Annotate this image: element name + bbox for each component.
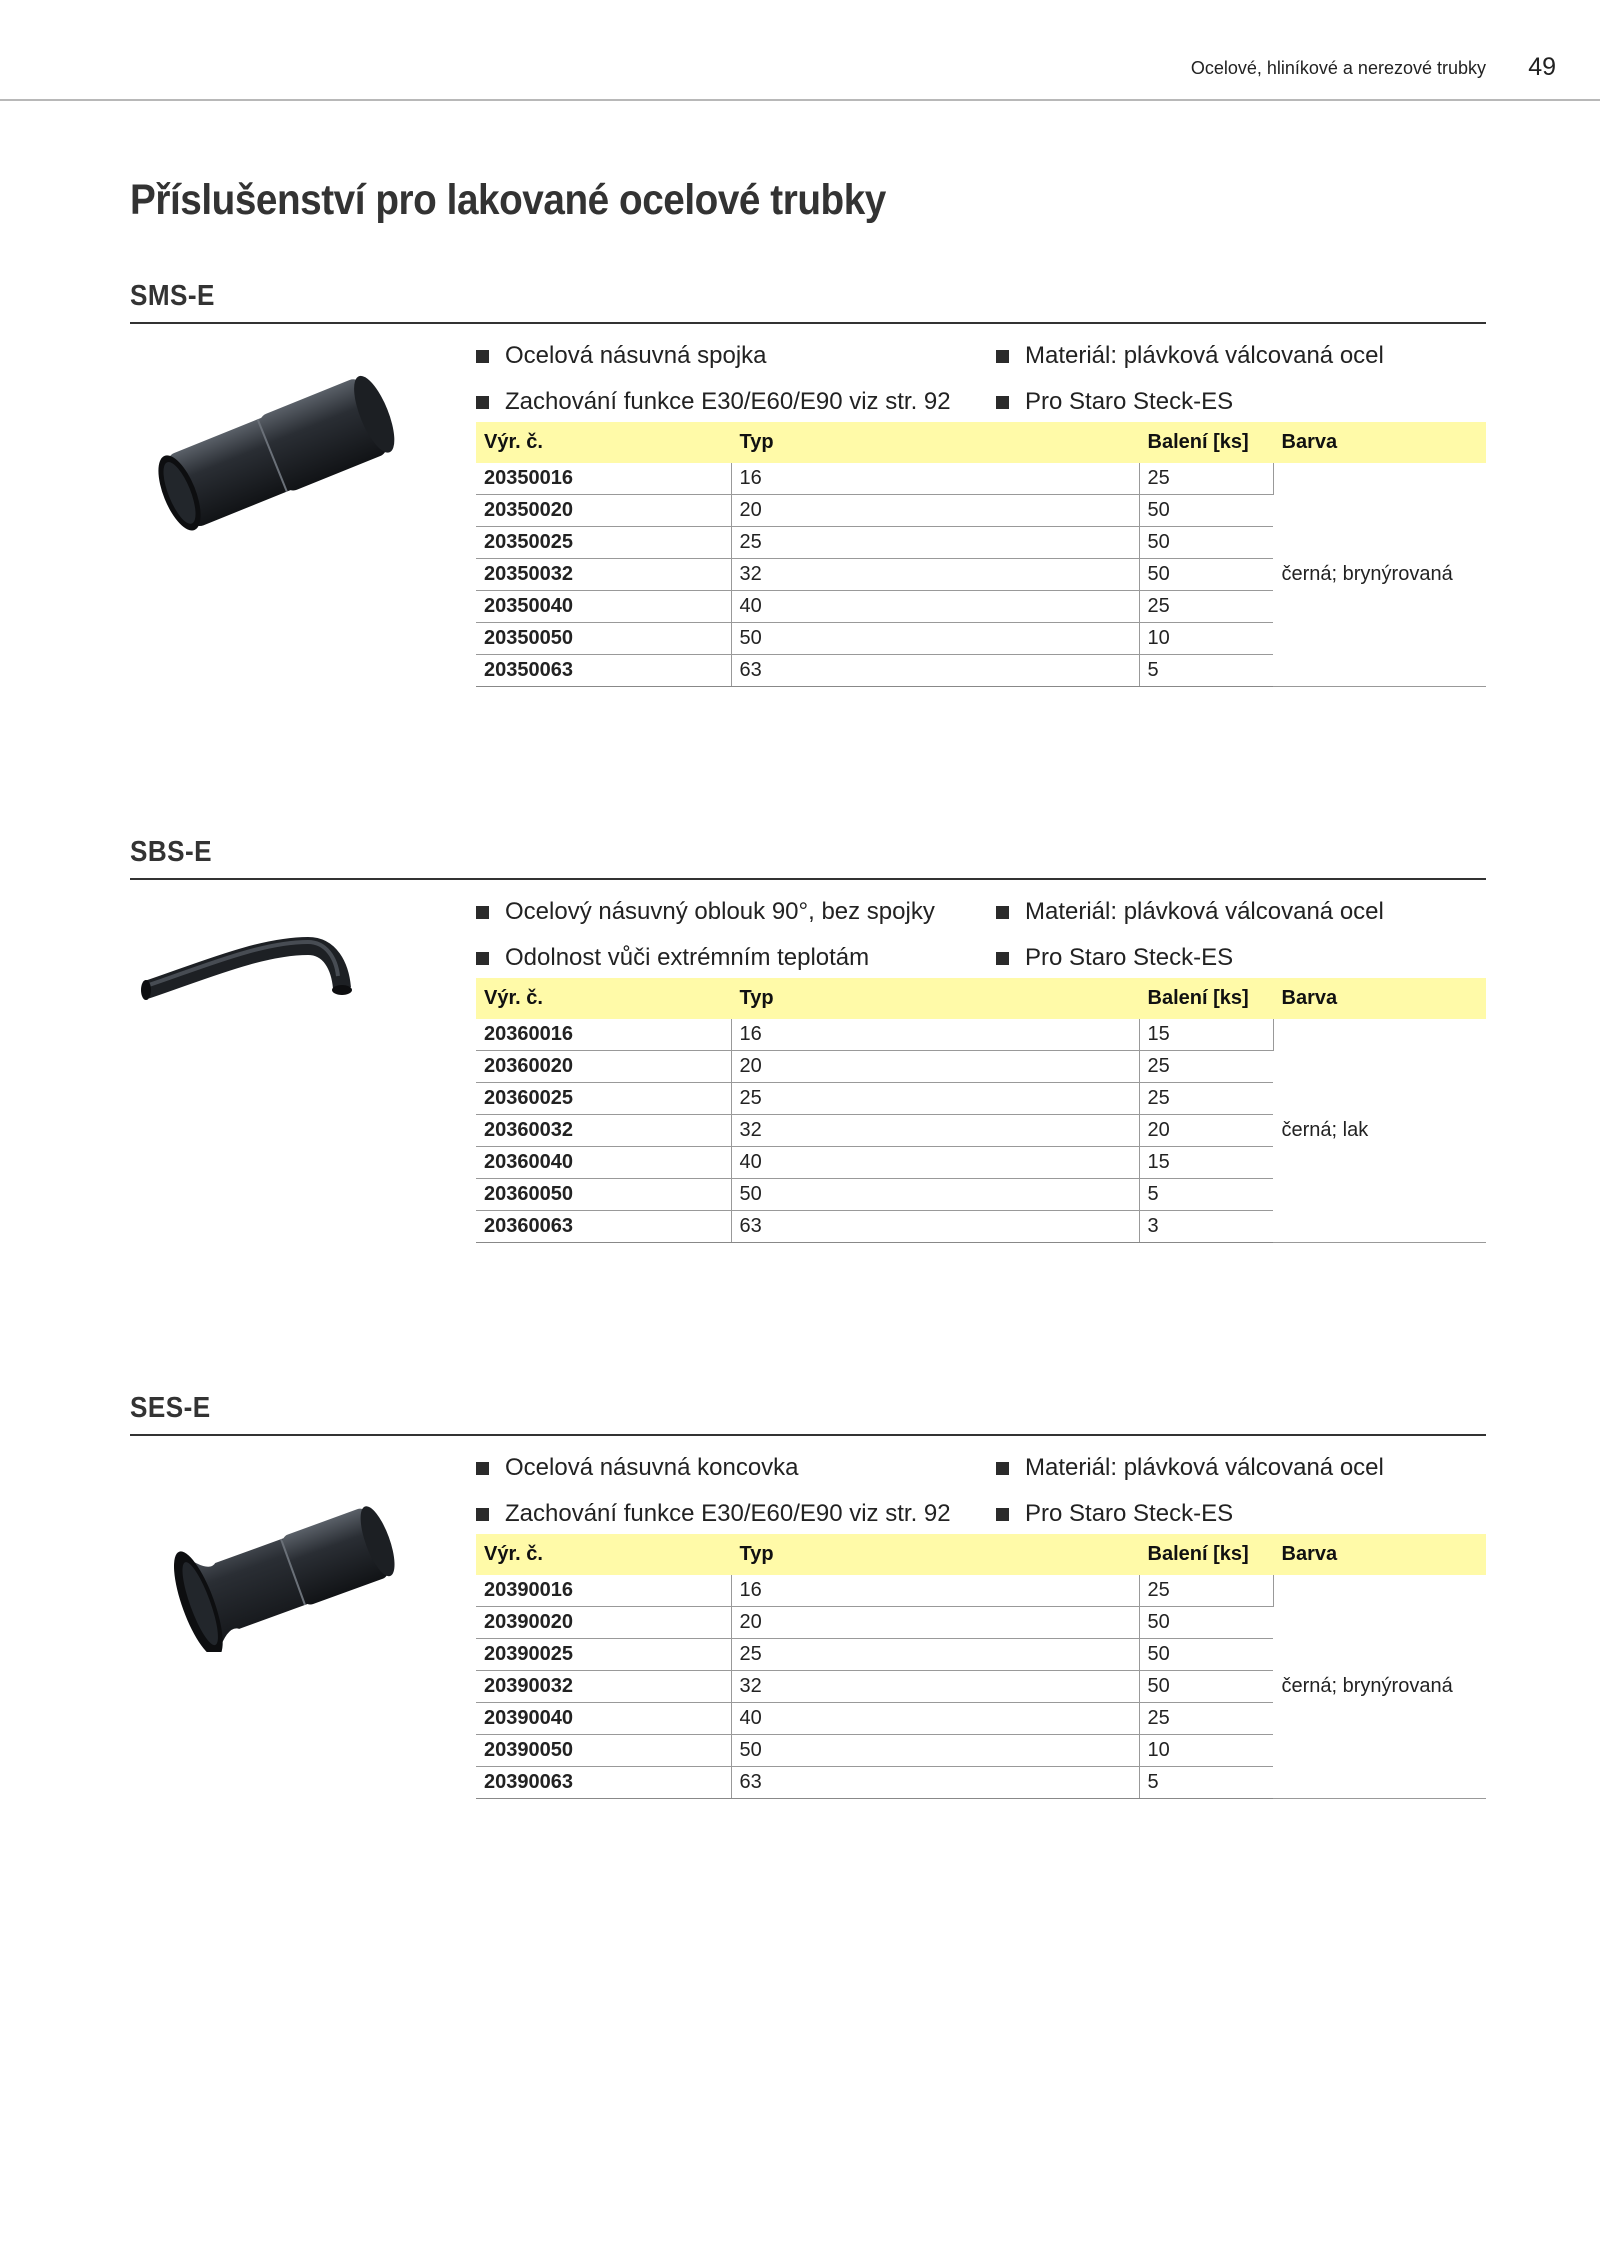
section-sms-e [130,280,1486,681]
cell-pack: 25 [1139,1575,1273,1607]
cell-type: 50 [731,1179,1139,1211]
feature-item: Zachování funkce E30/E60/E90 viz str. 92 [476,388,951,416]
cell-pack: 5 [1139,655,1273,687]
cell-pack: 50 [1139,1639,1273,1671]
bullet-icon [476,396,489,409]
cell-type: 50 [731,1735,1139,1767]
bullet-icon [996,1508,1009,1521]
cell-pack: 15 [1139,1019,1273,1051]
cell-code: 20360025 [476,1083,731,1115]
feature-item: Ocelová násuvná koncovka [476,1454,799,1482]
spec-table [476,422,1486,687]
cell-code: 20350020 [476,495,731,527]
column-header-code: Výr. č. [476,1534,731,1575]
bullet-icon [996,952,1009,965]
table-row [476,463,1486,495]
cell-pack: 50 [1139,527,1273,559]
cell-code: 20350063 [476,655,731,687]
cell-pack: 25 [1139,591,1273,623]
cell-pack: 50 [1139,559,1273,591]
cell-type: 50 [731,623,1139,655]
cell-type: 32 [731,1115,1139,1147]
column-header-code: Výr. č. [476,978,731,1019]
cell-code: 20350016 [476,463,731,495]
cell-code: 20350032 [476,559,731,591]
cell-code: 20390025 [476,1639,731,1671]
cell-code: 20350050 [476,623,731,655]
bullet-icon [996,1462,1009,1475]
bullet-icon [996,906,1009,919]
cell-pack: 5 [1139,1179,1273,1211]
cell-code: 20350025 [476,527,731,559]
feature-item: Pro Staro Steck-ES [996,944,1233,972]
column-header-type: Typ [731,1534,1139,1575]
running-header [0,0,1600,101]
cell-pack: 20 [1139,1115,1273,1147]
cell-pack: 25 [1139,1703,1273,1735]
column-header-type: Typ [731,422,1139,463]
column-header-type: Typ [731,978,1139,1019]
cell-pack: 10 [1139,1735,1273,1767]
bullet-icon [476,350,489,363]
table-row [476,1019,1486,1051]
column-header-pack: Balení [ks] [1139,1534,1273,1575]
column-header-color: Barva [1273,422,1486,463]
table-header-row [476,422,1486,463]
cell-pack: 25 [1139,463,1273,495]
cell-code: 20390040 [476,1703,731,1735]
coupling-sleeve-image [130,358,430,538]
cell-type: 40 [731,1703,1139,1735]
cell-type: 63 [731,1211,1139,1243]
feature-item: Materiál: plávková válcovaná ocel [996,1454,1384,1482]
page-title: Příslušenství pro lakované ocelové trubky [130,176,886,224]
running-title: Ocelové, hliníkové a nerezové trubky [1190,58,1486,78]
bullet-icon [476,906,489,919]
cell-type: 32 [731,559,1139,591]
feature-item: Ocelová násuvná spojka [476,342,767,370]
cell-code: 20350040 [476,591,731,623]
table-header-row [476,978,1486,1019]
cell-code: 20390016 [476,1575,731,1607]
section-ses-e [130,1392,1486,1793]
cell-type: 40 [731,591,1139,623]
cell-pack: 50 [1139,1671,1273,1703]
bullet-icon [476,952,489,965]
section-heading: SBS-E [130,836,1486,880]
cell-type: 16 [731,463,1139,495]
cell-type: 63 [731,655,1139,687]
cell-code: 20360040 [476,1147,731,1179]
cell-pack: 10 [1139,623,1273,655]
bullet-icon [476,1462,489,1475]
cell-pack: 15 [1139,1147,1273,1179]
cell-color: černá; brynýrovaná [1273,463,1486,687]
cell-color: černá; lak [1273,1019,1486,1243]
cell-code: 20390020 [476,1607,731,1639]
cell-pack: 50 [1139,1607,1273,1639]
feature-item: Pro Staro Steck-ES [996,388,1233,416]
cell-code: 20390050 [476,1735,731,1767]
cell-color: černá; brynýrovaná [1273,1575,1486,1799]
section-sbs-e [130,836,1486,1237]
column-header-color: Barva [1273,978,1486,1019]
cell-code: 20390063 [476,1767,731,1799]
column-header-color: Barva [1273,1534,1486,1575]
spec-table [476,1534,1486,1799]
column-header-pack: Balení [ks] [1139,978,1273,1019]
cell-code: 20360063 [476,1211,731,1243]
cell-code: 20390032 [476,1671,731,1703]
cell-pack: 25 [1139,1083,1273,1115]
feature-item: Pro Staro Steck-ES [996,1500,1233,1528]
feature-item: Odolnost vůči extrémním teplotám [476,944,869,972]
cell-type: 20 [731,495,1139,527]
bullet-icon [996,396,1009,409]
column-header-code: Výr. č. [476,422,731,463]
feature-item: Zachování funkce E30/E60/E90 viz str. 92 [476,1500,951,1528]
section-heading: SES-E [130,1392,1486,1436]
table-row [476,1575,1486,1607]
feature-item: Materiál: plávková válcovaná ocel [996,898,1384,926]
spec-table [476,978,1486,1243]
cell-code: 20360032 [476,1115,731,1147]
bend-pipe-image [140,916,440,1096]
cell-type: 16 [731,1575,1139,1607]
cell-pack: 25 [1139,1051,1273,1083]
page-number: 49 [1528,53,1556,81]
cell-type: 16 [731,1019,1139,1051]
section-heading: SMS-E [130,280,1486,324]
cell-pack: 50 [1139,495,1273,527]
cell-code: 20360050 [476,1179,731,1211]
bullet-icon [476,1508,489,1521]
cell-type: 20 [731,1607,1139,1639]
cell-code: 20360020 [476,1051,731,1083]
table-header-row [476,1534,1486,1575]
feature-item: Ocelový násuvný oblouk 90°, bez spojky [476,898,935,926]
column-header-pack: Balení [ks] [1139,422,1273,463]
bullet-icon [996,350,1009,363]
cell-type: 20 [731,1051,1139,1083]
cell-code: 20360016 [476,1019,731,1051]
cell-type: 25 [731,527,1139,559]
end-sleeve-image [150,1472,450,1652]
cell-type: 63 [731,1767,1139,1799]
cell-type: 25 [731,1083,1139,1115]
feature-item: Materiál: plávková válcovaná ocel [996,342,1384,370]
cell-pack: 5 [1139,1767,1273,1799]
cell-type: 40 [731,1147,1139,1179]
cell-pack: 3 [1139,1211,1273,1243]
cell-type: 32 [731,1671,1139,1703]
cell-type: 25 [731,1639,1139,1671]
